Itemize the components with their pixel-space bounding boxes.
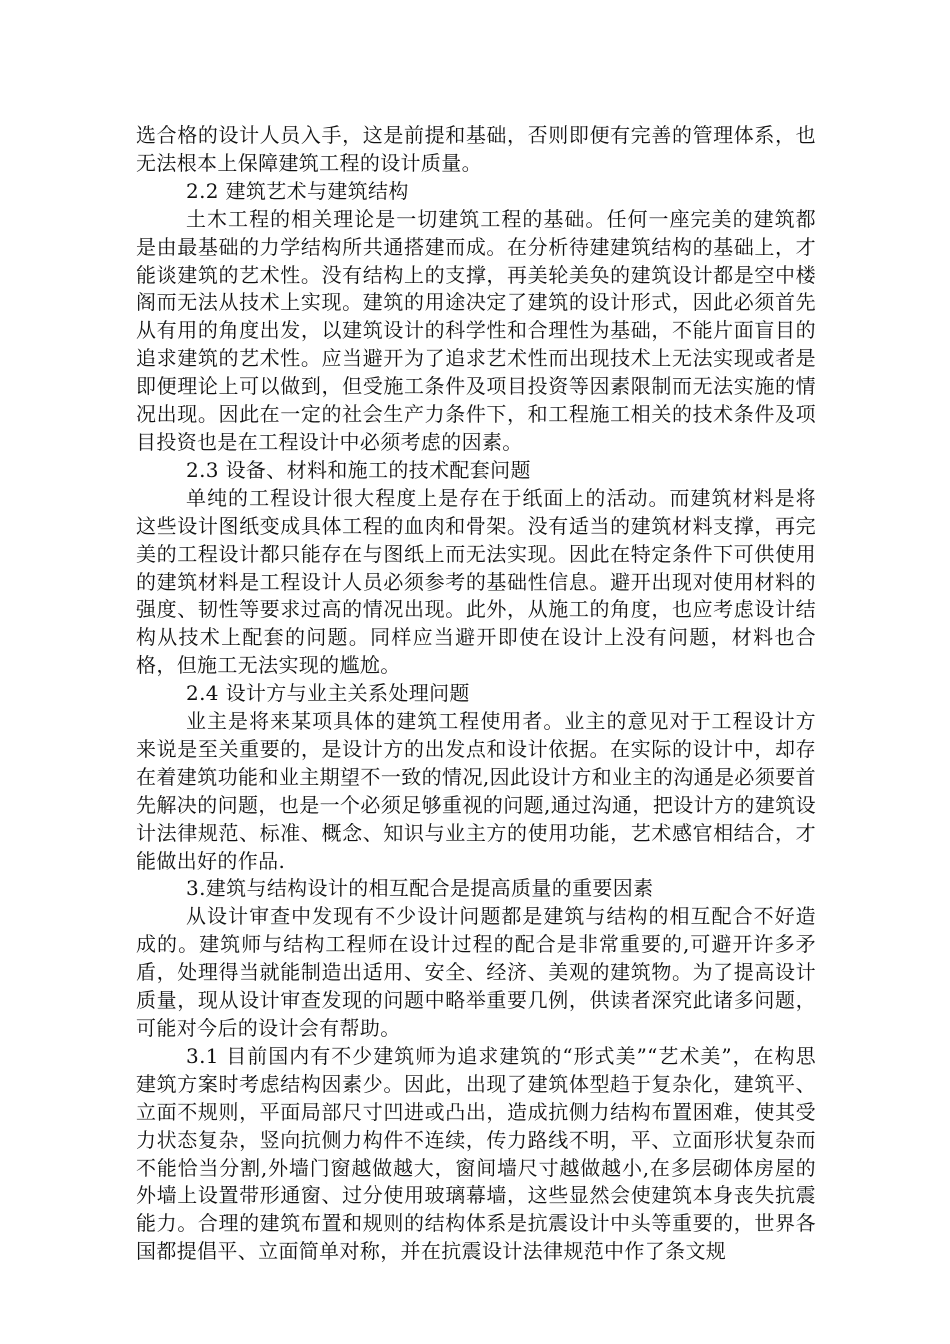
paragraph-architecture-structure: 土木工程的相关理论是一切建筑工程的基础。任何一座完美的建筑都是由最基础的力学结构所共通搭建而成。在分析待建建筑结构的基础上，才能谈建筑的艺术性。没有结构上的支撑，再美轮美奂的建筑设计都是空中楼阁而无法从技术上实现。建筑的用途决定了建筑的设计形式，因此必须首先从有用的角度出发，以建筑设计的科学性和合理性为基础，不能片面盲目的追求建筑的艺术性。应当避开为了追求艺术性而出现技术上无法实现或者是即便理论上可以做到，但受施工条件及项目投资等因素限制而无法实施的情况出现。因此在一定的社会生产力条件下，和工程施工相关的技术条件及项目投资也是在工程设计中必须考虑的因素。 xyxy=(136,206,816,454)
paragraph-design-review: 从设计审查中发现有不少设计问题都是建筑与结构的相互配合不好造成的。建筑师与结构工程师在设计过程的配合是非常重要的,可避开许多矛盾，处理得当就能制造出适用、安全、经济、美观的建筑物。为了提高设计质量，现从设计审查发现的问题中略举重要几例，供读者深究此诸多问题，可能对今后的设计会有帮助。 xyxy=(136,904,816,1040)
section-heading-2-3: 2.3 设备、材料和施工的技术配套问题 xyxy=(186,457,531,482)
section-heading-2-2: 2.2 建筑艺术与建筑结构 xyxy=(186,178,409,203)
document-body xyxy=(136,122,816,1266)
paragraph-owner-relationship: 业主是将来某项具体的建筑工程使用者。业主的意见对于工程设计方来说是至关重要的，是设计方的出发点和设计依据。在实际的设计中，却存在着建筑功能和业主期望不一致的情况,因此设计方和业主的沟通是必须要首先解决的问题，也是一个必须足够重视的问题,通过沟通，把设计方的建筑设计法律规范、标准、概念、知识与业主方的使用功能，艺术感官相结合，才能做出好的作品. xyxy=(136,709,816,873)
section-heading-2-4: 2.4 设计方与业主关系处理问题 xyxy=(186,681,470,706)
section-heading-3: 3.建筑与结构设计的相互配合是提高质量的重要因素 xyxy=(186,876,654,901)
paragraph-continued: 选合格的设计人员入手，这是前提和基础，否则即便有完善的管理体系，也无法根本上保障建筑工程的设计质量。 xyxy=(136,123,816,175)
paragraph-3-1: 3.1 目前国内有不少建筑师为追求建筑的“形式美”“艺术美”，在构思建筑方案时考虑结构因素少。因此，出现了建筑体型趋于复杂化，建筑平、立面不规则，平面局部尺寸凹进或凸出，造成抗侧力结构布置困难，使其受力状态复杂，竖向抗侧力构件不连续，传力路线不明，平、立面形状复杂而不能恰当分割,外墙门窗越做越大，窗间墙尺寸越做越小,在多层砌体房屋的外墙上设置带形通窗、过分使用玻璃幕墙，这些显然会使建筑本身丧失抗震能力。合理的建筑布置和规则的结构体系是抗震设计中头等重要的，世界各国都提倡平、立面简单对称，并在抗震设计法律规范中作了条文规 xyxy=(136,1043,816,1264)
paragraph-materials-construction: 单纯的工程设计很大程度上是存在于纸面上的活动。而建筑材料是将这些设计图纸变成具体工程的血肉和骨架。没有适当的建筑材料支撑，再完美的工程设计都只能存在与图纸上而无法实现。因此在特定条件下可供使用的建筑材料是工程设计人员必须参考的基础性信息。避开出现对使用材料的强度、韧性等要求过高的情况出现。此外，从施工的角度，也应考虑设计结构从技术上配套的问题。同样应当避开即使在设计上没有问题，材料也合格，但施工无法实现的尴尬。 xyxy=(136,485,816,678)
